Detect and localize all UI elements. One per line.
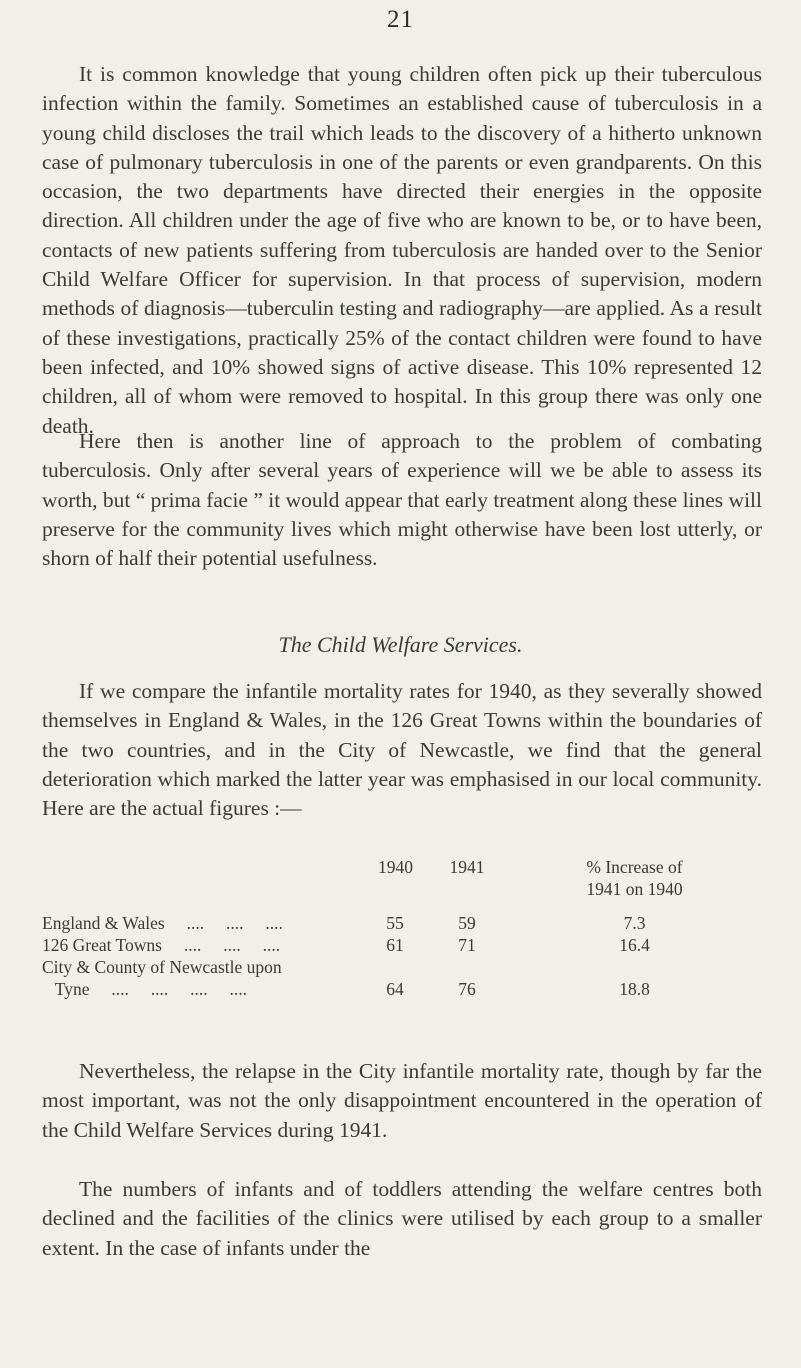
paragraph-text: It is common knowledge that young children often pick up their tuberculous infection within the family. Sometimes an established cause of tuberculosis in a young child discloses the trail which leads to the discovery of a hitherto unknown case of pulmonary tuberculosis in one of the parents or even grandparents. On this occasion, the two departments have directed their energies in the opposite direction. All children under the age of five who are known to be, or to have been, contacts of new patients suffering from tuberculosis are handed over to the Senior Child Welfare Officer for supervision. In that process of supervision, modern methods of diagnosis—tuberculin testing and radiography—are applied. As a result of these investigations, practically 25% of the contact children were found to have been infected, and 10% showed signs of active disease. This 10% represented 12 children, all of whom were removed to hospital. In this group there was only one death.	[42, 62, 762, 438]
page-number: 21	[387, 6, 414, 33]
value-1941: 76	[458, 979, 476, 999]
table-row	[42, 912, 762, 934]
paragraph-text: Nevertheless, the relapse in the City infantile mortality rate, though by far the most important, was not the only disappointment encountered in the operation of the Child Welfare Services during 1941.	[42, 1059, 762, 1142]
value-increase: 7.3	[623, 913, 646, 933]
paragraph-attendance	[42, 1175, 762, 1263]
paragraph-infantile-mortality	[42, 677, 762, 823]
paragraph-text: Here then is another line of approach to the problem of combating tuberculosis. Only after several years of experience will we be able to assess its worth, but “ prima facie ” it would appear that early treatment along these lines will preserve for the community lives which might otherwise have been lost utterly, or shorn of half their potential usefulness.	[42, 429, 762, 571]
paragraph-text: If we compare the infantile mortality rates for 1940, as they severally showed themselves in England & Wales, in the 126 Great Towns within the boundaries of the two countries, and in the City of Newcastle, we find that the general deterioration which marked the latter year was emphasised in our local community. Here are the actual figures :—	[42, 679, 762, 821]
row-label: Tyne .... .... .... ....	[42, 979, 248, 999]
value-increase: 18.8	[619, 979, 650, 999]
paragraph-tuberculosis-contacts	[42, 60, 762, 441]
row-label: 126 Great Towns .... .... ....	[42, 935, 281, 955]
paragraph-text: The numbers of infants and of toddlers attending the welfare centres both declined and the facilities of the clinics were utilised by each group to a smaller extent. In the case of infants under the	[42, 1177, 762, 1260]
header-increase-line2: 1941 on 1940	[586, 879, 683, 899]
header-1940: 1940	[378, 857, 413, 877]
value-1940: 55	[386, 913, 404, 933]
row-label: City & County of Newcastle upon	[42, 957, 282, 977]
value-1940: 61	[386, 935, 404, 955]
table-row	[42, 978, 762, 1000]
value-1941: 71	[458, 935, 476, 955]
section-heading: The Child Welfare Services.	[278, 632, 523, 657]
header-increase-line1: % Increase of	[586, 857, 683, 877]
paragraph-relapse	[42, 1057, 762, 1145]
row-label: England & Wales .... .... ....	[42, 913, 283, 933]
table-row	[42, 956, 762, 978]
table-row	[42, 934, 762, 956]
header-1941: 1941	[449, 857, 485, 877]
paragraph-approach	[42, 427, 762, 573]
value-1940: 64	[386, 979, 404, 999]
value-1941: 59	[458, 913, 476, 933]
value-increase: 16.4	[619, 935, 650, 955]
